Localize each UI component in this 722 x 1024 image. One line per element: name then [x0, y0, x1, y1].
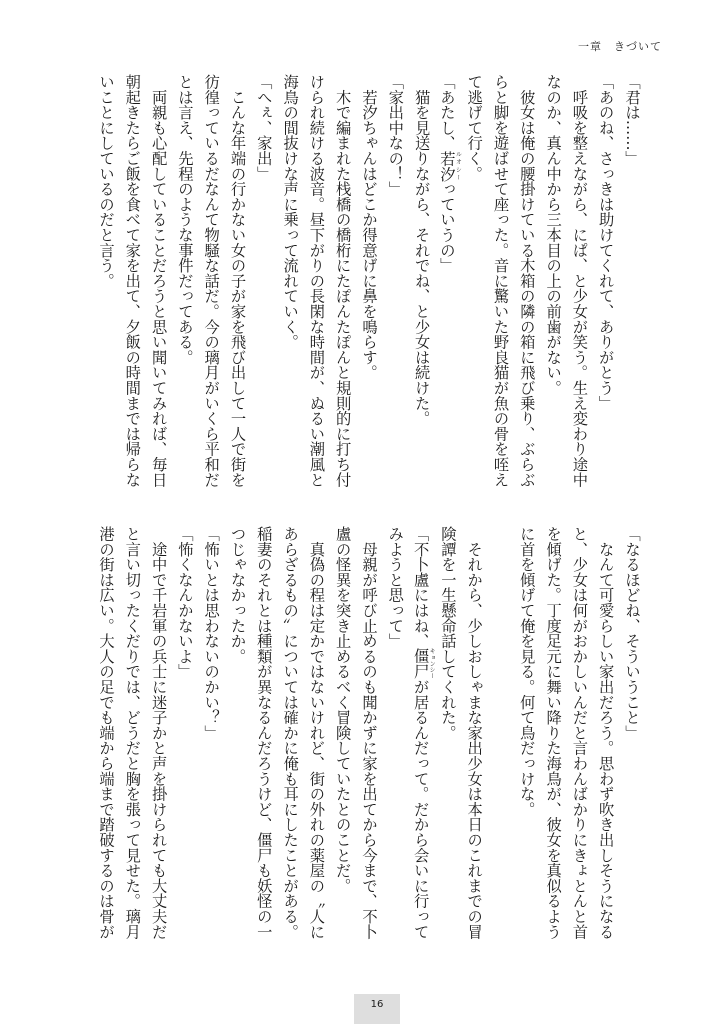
text-column: 「あのね、さっきは助けてくれて、ありがとう」 — [596, 74, 615, 411]
text-block-bottom — [85, 526, 645, 966]
text-column: 若汐ちゃんはどこか得意げに鼻を鳴らす。 — [360, 74, 378, 380]
text-column: 真偽の程は定かではないけれど、街の外れの薬屋の〝人に — [307, 526, 326, 940]
text-column: 「怖いとは思わないのかい？」 — [202, 526, 221, 741]
text-column: て逃げて行く。 — [465, 74, 484, 182]
text-segment: 「不卜盧にはね、 — [411, 526, 430, 649]
text-column: つじゃなかったか。 — [228, 526, 247, 664]
text-column: 母親が呼び止めるのも聞かずに家を出てから今まで、不卜 — [360, 526, 378, 940]
text-column: 木で編まれた栈橋の橋桁にたぽんたぽんと規則的に打ち付 — [333, 74, 352, 488]
text-column: 「家出中なの！」 — [386, 74, 405, 197]
text-column: 「なるほどね、そういうこと」 — [623, 526, 641, 741]
text-segment: 「あたし、 — [437, 74, 456, 151]
text-column — [488, 526, 514, 966]
text-column: 猫を見送りながら、それでね、と少女は続けた。 — [412, 74, 431, 426]
text-column: を傾げた。丁度足元に舞い降りた海鳥が、彼女を真似るよう — [544, 526, 563, 940]
chapter-header: 一章 きづいて — [578, 40, 662, 53]
text-column: 稲妻のそれとは種類が異なるんだろうけど、僵尸も妖怪の一 — [254, 526, 273, 940]
text-column: 険譚を一生懸命話してくれた。 — [438, 526, 457, 741]
text-column — [435, 74, 461, 514]
text-column: あらざるもの〟については確かに俺も耳にしたことがある。 — [281, 526, 300, 940]
page-number: 16 — [354, 994, 400, 1024]
text-column — [409, 526, 435, 966]
ruby-annotation — [437, 150, 462, 182]
text-column: なんて可愛らしい家出だろう。思わず吹き出しそうになる — [596, 526, 615, 940]
text-column: こんな年端の行かない女の子が家を飛び出して一人で街を — [228, 74, 247, 488]
text-column: 港の街は広い。大人の足でも端から端まで踏破するのは骨が — [97, 526, 115, 940]
text-column: 「君は……」 — [623, 74, 641, 166]
text-block-top — [85, 74, 645, 514]
text-column: 盧の怪異を突き止めるべく冒険していたとのことだ。 — [333, 526, 352, 894]
text-column: 呼吸を整えながら、にぱ、と少女が笑う。生え変わり途中 — [570, 74, 589, 488]
text-column: 「へぇ、家出」 — [254, 74, 273, 182]
text-column: それから、少しおしゃまな家出少女は本日のこれまでの冒 — [465, 526, 484, 940]
text-column: 彼女は俺の腰掛けている木箱の隣の箱に飛び乗り、ぶらぶ — [517, 74, 536, 488]
text-column: 両親も心配していることだろうと思い聞いてみれば、毎日 — [149, 74, 168, 488]
text-segment: が居るんだって。だから会いに行って — [411, 679, 430, 940]
text-column: 朝起きたらご飯を食べて家を出て、夕飯の時間までは帰らな — [123, 74, 142, 488]
text-column: けられ続ける波音。昼下がりの長閑な時間が、ぬるい潮風と — [307, 74, 326, 488]
text-segment: っていうの」 — [437, 181, 456, 273]
text-column: 「怖くなんかないよ」 — [175, 526, 194, 679]
text-column: みようと思って」 — [386, 526, 405, 649]
text-column: 彷徨っているだなんて物騒な話だ。今の璃月がいくら平和だ — [202, 74, 221, 488]
text-column: と言い切ったくだりでは、どうだと胸を張って見せた。璃月 — [123, 526, 142, 940]
ruby-reading: ルオシー — [454, 150, 462, 182]
text-column: と、少女は何がおかしいんだと言わんばかりにきょとんと首 — [570, 526, 589, 940]
ruby-base: 若汐 — [437, 150, 456, 182]
text-column: いことにしているのだと言う。 — [97, 74, 115, 289]
text-column: に首を傾げて俺を見る。何て鳥だっけな。 — [517, 526, 536, 817]
ruby-base: 僵尸 — [411, 648, 430, 680]
text-column: とは言え、先程のような事件だってある。 — [175, 74, 194, 365]
text-column: 途中で千岩軍の兵士に迷子かと声を掛けられても大丈夫だ — [149, 526, 168, 940]
text-column: なのか、真ん中から三本目の上の前歯がない。 — [544, 74, 563, 396]
text-column: らと脚を遊ばせて座った。音に驚いた野良猫が魚の骨を咥え — [491, 74, 510, 488]
text-column: 海鳥の間抜けな声に乗って流れていく。 — [281, 74, 300, 350]
ruby-annotation — [411, 648, 436, 680]
ruby-reading: キョンシー — [428, 648, 436, 679]
